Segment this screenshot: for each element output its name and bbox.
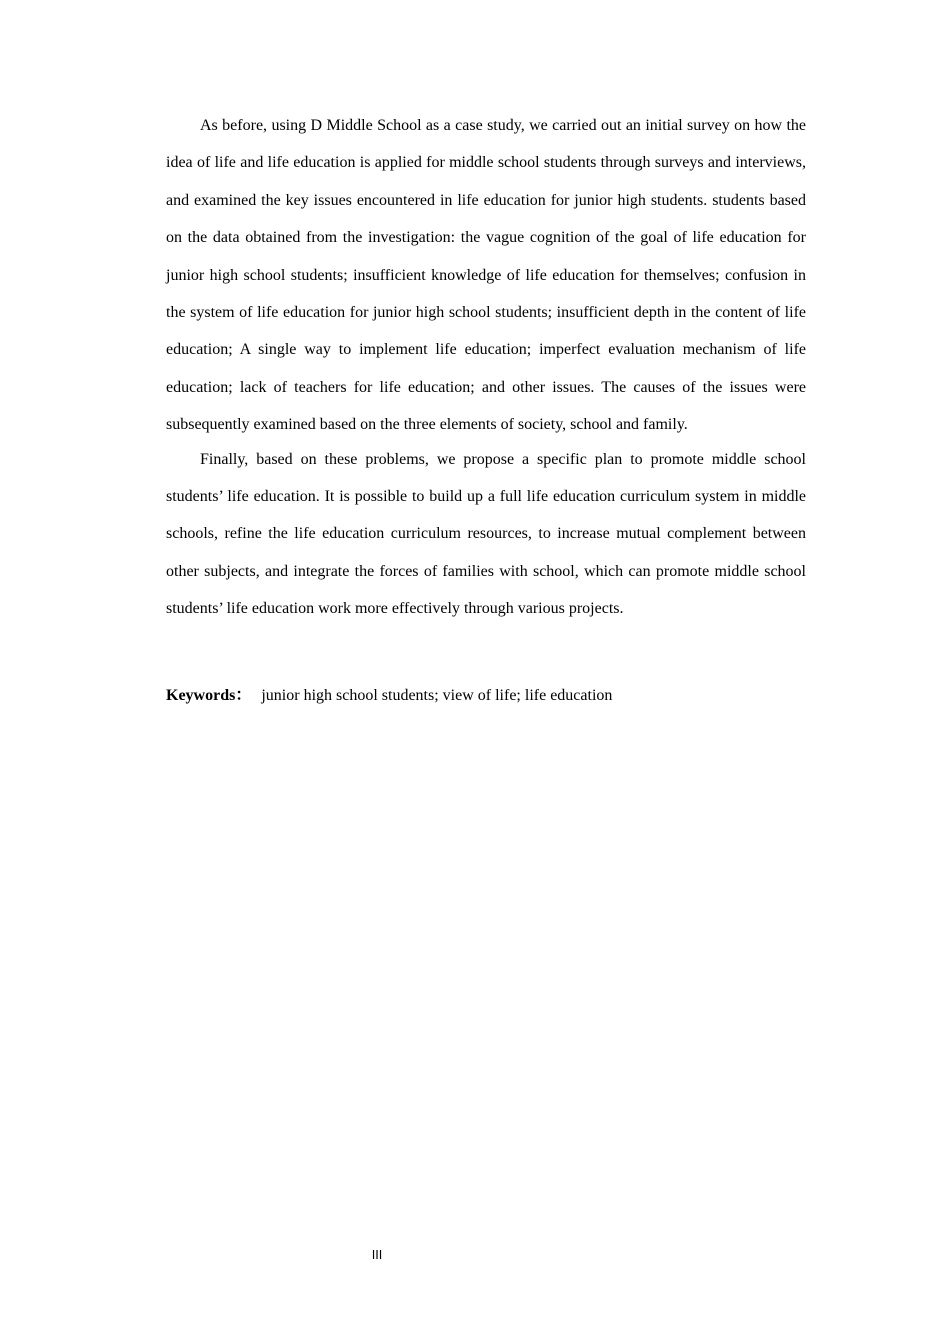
- keywords-separator: ：: [235, 687, 252, 704]
- keywords-value: junior high school students; view of life; life education: [261, 687, 613, 704]
- abstract-paragraph-1: As before, using D Middle School as a case study, we carried out an initial survey on how the idea of life and life education is applied for middle school students through surveys and interviews, and examined the key issues encountered in life education for junior high students. students based on the data obtained from the investigation: the vague cognition of the goal of life education for junior high school students; insufficient knowledge of life education for themselves; confusion in the system of life education for junior high school students; insufficient depth in the content of life education; A single way to implement life education; imperfect evaluation mechanism of life education; lack of teachers for life education; and other issues. The causes of the issues were subsequently examined based on the three elements of society, school and family.: [166, 117, 806, 434]
- page-number: III: [371, 1248, 383, 1262]
- keywords-label: Keywords: [166, 687, 236, 704]
- abstract-paragraph-2: Finally, based on these problems, we propose a specific plan to promote middle school students’ life education. It is possible to build up a full life education curriculum system in middle schools, refine the life education curriculum resources, to increase mutual complement between other subjects, and integrate the forces of families with school, which can promote middle school students’ life education work more effectively through various projects.: [166, 450, 806, 618]
- keywords-line: [166, 684, 806, 708]
- abstract-body: [166, 107, 806, 628]
